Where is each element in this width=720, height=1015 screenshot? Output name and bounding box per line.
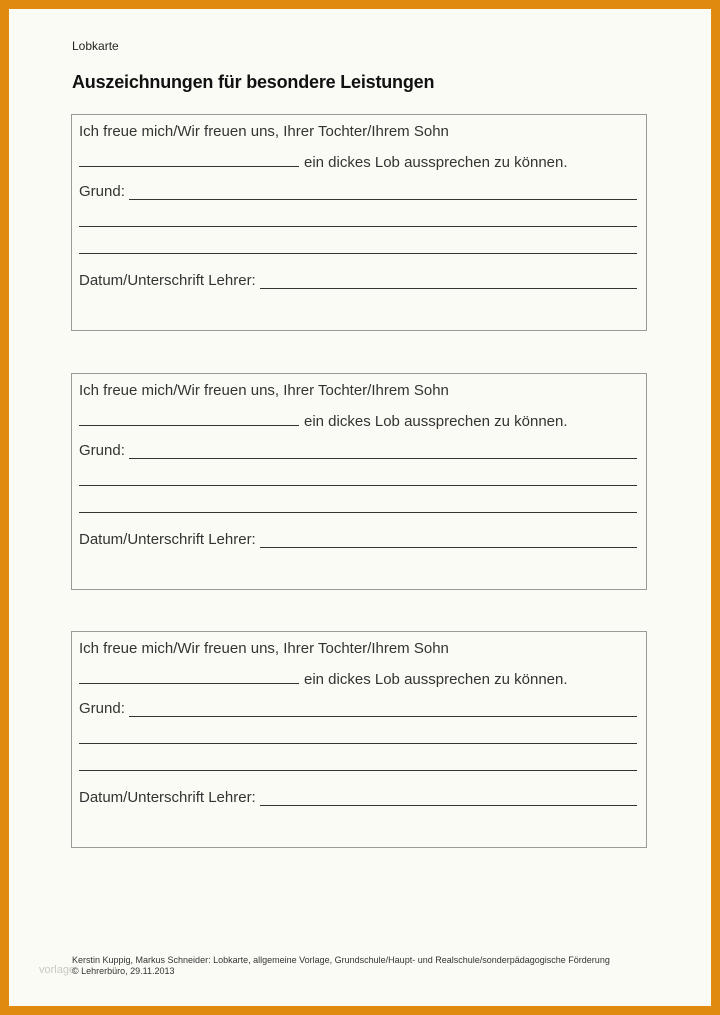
signature-line[interactable] xyxy=(260,272,637,289)
card-reason-row xyxy=(79,700,637,717)
reason-label: Grund: xyxy=(79,700,125,717)
document-label: Lobkarte xyxy=(72,39,119,53)
reason-label: Grund: xyxy=(79,183,125,200)
award-card-2 xyxy=(71,373,647,590)
card-name-row xyxy=(79,409,568,430)
card-name-row xyxy=(79,667,568,688)
document-page xyxy=(9,9,711,1006)
signature-label: Datum/Unterschrift Lehrer: xyxy=(79,272,256,289)
card-reason-row xyxy=(79,442,637,459)
signature-label: Datum/Unterschrift Lehrer: xyxy=(79,789,256,806)
card-signature-row xyxy=(79,789,637,806)
footer-credits: Kerstin Kuppig, Markus Schneider: Lobkarte, allgemeine Vorlage, Grundschule/Haupt- und Realschule/sonderpädagogische Förderung xyxy=(72,955,610,965)
card-praise-text: ein dickes Lob aussprechen zu können. xyxy=(304,413,568,430)
card-praise-text: ein dickes Lob aussprechen zu können. xyxy=(304,671,568,688)
reason-line-2[interactable] xyxy=(79,226,637,227)
reason-line-3[interactable] xyxy=(79,770,637,771)
watermark: vorlage xyxy=(39,964,76,976)
card-intro-text: Ich freue mich/Wir freuen uns, Ihrer Tochter/Ihrem Sohn xyxy=(79,382,449,399)
reason-line-1[interactable] xyxy=(129,183,637,200)
card-name-row xyxy=(79,150,568,171)
child-name-blank[interactable] xyxy=(79,150,299,167)
document-footer xyxy=(72,955,610,977)
child-name-blank[interactable] xyxy=(79,409,299,426)
card-signature-row xyxy=(79,272,637,289)
document-title: Auszeichnungen für besondere Leistungen xyxy=(72,72,435,92)
reason-line-2[interactable] xyxy=(79,743,637,744)
signature-label: Datum/Unterschrift Lehrer: xyxy=(79,531,256,548)
card-intro-text: Ich freue mich/Wir freuen uns, Ihrer Tochter/Ihrem Sohn xyxy=(79,640,449,657)
reason-line-3[interactable] xyxy=(79,253,637,254)
card-reason-row xyxy=(79,183,637,200)
reason-line-3[interactable] xyxy=(79,512,637,513)
reason-line-2[interactable] xyxy=(79,485,637,486)
signature-line[interactable] xyxy=(260,789,637,806)
reason-line-1[interactable] xyxy=(129,442,637,459)
card-praise-text: ein dickes Lob aussprechen zu können. xyxy=(304,154,568,171)
card-signature-row xyxy=(79,531,637,548)
award-card-3 xyxy=(71,631,647,848)
card-intro-text: Ich freue mich/Wir freuen uns, Ihrer Tochter/Ihrem Sohn xyxy=(79,123,449,140)
reason-label: Grund: xyxy=(79,442,125,459)
footer-copyright: © Lehrerbüro, 29.11.2013 xyxy=(72,966,175,976)
award-card-1 xyxy=(71,114,647,331)
child-name-blank[interactable] xyxy=(79,667,299,684)
signature-line[interactable] xyxy=(260,531,637,548)
reason-line-1[interactable] xyxy=(129,700,637,717)
